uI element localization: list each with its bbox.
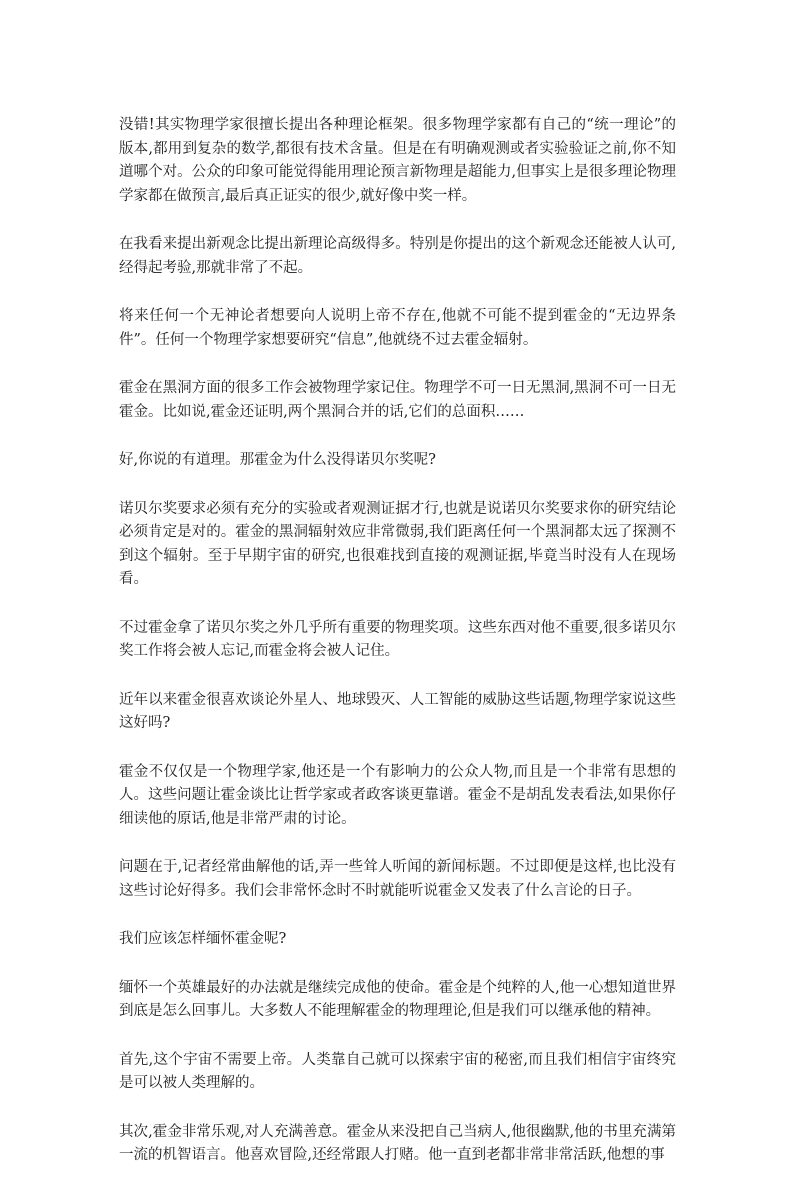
paragraph: 诺贝尔奖要求必须有充分的实验或者观测证据才行,也就是说诺贝尔奖要求你的研究结论必须肯定是对的。霍金的黑洞辐射效应非常微弱,我们距离任何一个黑洞都太远了探测不到这个辐射。至于早期宇宙的研究,也很难找到直接的观测证据,毕竟当时没有人在现场看。 — [119, 500, 676, 587]
paragraph: 缅怀一个英雄最好的办法就是继续完成他的使命。霍金是个纯粹的人,他一心想知道世界到底是怎么回事儿。大多数人不能理解霍金的物理理论,但是我们可以继承他的精神。 — [119, 979, 676, 1019]
paragraph: 好,你说的有道理。那霍金为什么没得诺贝尔奖呢? — [119, 452, 436, 468]
article-body — [119, 114, 676, 1193]
paragraph: 问题在于,记者经常曲解他的话,弄一些耸人听闻的新闻标题。不过即便是这样,也比没有这些讨论好得多。我们会非常怀念时不时就能听说霍金又发表了什么言论的日子。 — [119, 859, 676, 899]
paragraph: 其次,霍金非常乐观,对人充满善意。霍金从来没把自己当病人,他很幽默,他的书里充满第一流的机智语言。他喜欢冒险,还经常跟人打赌。他一直到老都非常非常活跃,他想的事 — [119, 1123, 676, 1163]
paragraph: 首先,这个宇宙不需要上帝。人类靠自己就可以探索宇宙的秘密,而且我们相信宇宙终究是可以被人类理解的。 — [119, 1051, 676, 1091]
paragraph: 将来任何一个无神论者想要向人说明上帝不存在,他就不可能不提到霍金的“无边界条件”。任何一个物理学家想要研究“信息”,他就绕不过去霍金辐射。 — [119, 308, 676, 348]
paragraph: 没错!其实物理学家很擅长提出各种理论框架。很多物理学家都有自己的“统一理论”的版本,都用到复杂的数学,都很有技术含量。但是在有明确观测或者实验验证之前,你不知道哪个对。公众的印象可能觉得能用理论预言新物理是超能力,但事实上是很多理论物理学家都在做预言,最后真正证实的很少,就好像中奖一样。 — [119, 117, 676, 204]
paragraph: 我们应该怎样缅怀霍金呢? — [119, 931, 287, 947]
paragraph: 近年以来霍金很喜欢谈论外星人、地球毁灭、人工智能的威胁这些话题,物理学家说这些这好吗? — [119, 691, 676, 731]
paragraph: 在我看来提出新观念比提出新理论高级得多。特别是你提出的这个新观念还能被人认可,经得起考验,那就非常了不起。 — [119, 236, 676, 276]
paragraph: 霍金不仅仅是一个物理学家,他还是一个有影响力的公众人物,而且是一个非常有思想的人。这些问题让霍金谈比让哲学家或者政客谈更靠谱。霍金不是胡乱发表看法,如果你仔细读他的原话,他是非常严肃的讨论。 — [119, 763, 676, 827]
paragraph: 霍金在黑洞方面的很多工作会被物理学家记住。物理学不可一日无黑洞,黑洞不可一日无霍金。比如说,霍金还证明,两个黑洞合并的话,它们的总面积…… — [119, 380, 676, 420]
paragraph: 不过霍金拿了诺贝尔奖之外几乎所有重要的物理奖项。这些东西对他不重要,很多诺贝尔奖工作将会被人忘记,而霍金将会被人记住。 — [119, 619, 676, 659]
